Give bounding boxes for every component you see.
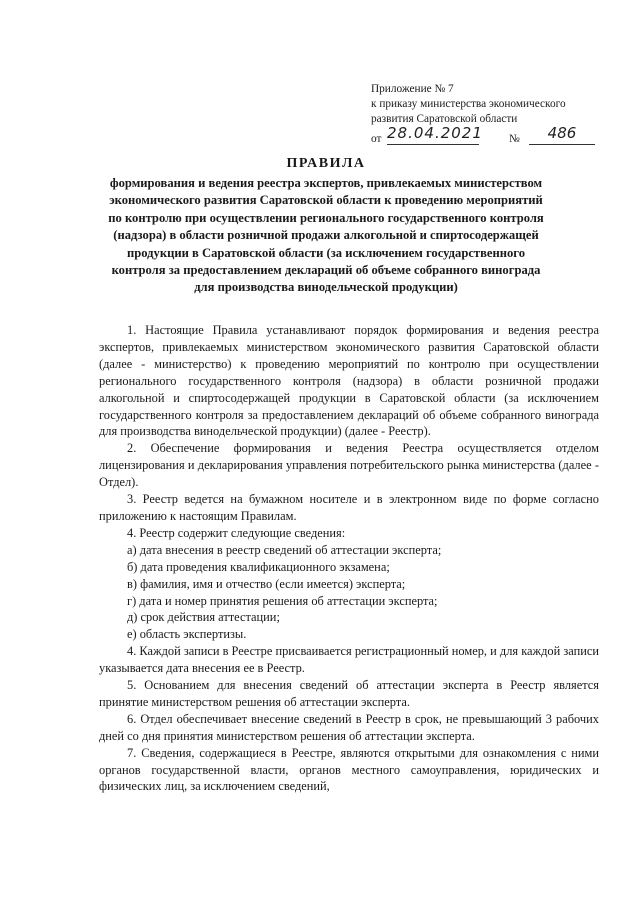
paragraph: 4. Реестр содержит следующие сведения: xyxy=(127,525,346,540)
list-item: б) дата проведения квалификационного экзамена; xyxy=(127,559,390,574)
paragraph: 5. Основанием для внесения сведений об аттестации эксперта в Реестр является принятие министерством решения об аттестации эксперта. xyxy=(99,678,599,709)
number-sign: № xyxy=(509,133,520,145)
paragraph: 1. Настоящие Правила устанавливают порядок формирования и ведения реестра экспертов, привлекаемых министерством экономического развития Саратовской области (далее - министерство) к проведению мероприятий по контролю при осуществлении регионального государственного контроля (надзора) в области розничной продажи алкогольной и спиртосодержащей продукции в Саратовской области (за исключением государственного контроля за предоставлением деклараций об объеме собранного винограда для производства винодельческой продукции) (далее - Реестр). xyxy=(99,323,599,439)
attachment-line: к приказу министерства экономического xyxy=(371,98,566,110)
from-label: от xyxy=(371,133,382,145)
paragraph: 4. Каждой записи в Реестре присваивается регистрационный номер, и для каждой записи указывается дата внесения ее в Реестр. xyxy=(99,644,599,676)
paragraph: 3. Реестр ведется на бумажном носителе и в электронном виде по форме согласно приложению к настоящим Правилам. xyxy=(99,492,599,523)
paragraph: 2. Обеспечение формирования и ведения Реестра осуществляется отделом лицензирования и декларирования управления потребительского рынка министерства (далее - Отдел). xyxy=(99,441,599,490)
attachment-line: развития Саратовской области xyxy=(371,113,518,125)
list-item: в) фамилия, имя и отчество (если имеется) эксперта; xyxy=(127,576,406,591)
list-item: д) срок действия аттестации; xyxy=(127,610,280,625)
document-title xyxy=(104,155,548,297)
attachment-line: Приложение № 7 xyxy=(371,83,454,95)
attachment-header xyxy=(371,82,611,148)
paragraph: 7. Сведения, содержащиеся в Реестре, являются открытыми для ознакомления с ними органов государственной власти, органов местного самоуправления, юридических и физических лиц, за исключением сведений, xyxy=(99,745,599,794)
list-item: е) область экспертизы. xyxy=(127,627,247,642)
handwritten-number: 486 xyxy=(529,126,595,145)
handwritten-date: 28.04.2021 xyxy=(387,126,479,145)
document-body xyxy=(99,322,599,795)
order-date-number xyxy=(371,124,611,148)
title-subtitle: формирования и ведения реестра экспертов, привлекаемых министерством экономического развития Саратовской области к проведению мероприятий по контролю при осуществлении регионального государственного контроля (надзора) в области розничной продажи алкогольной и спиртосодержащей продукции в Саратовской области (за исключением государственного контроля за предоставлением деклараций об объеме собранного винограда для производства винодельческой продукции) xyxy=(108,176,544,295)
list-item: г) дата и номер принятия решения об аттестации эксперта; xyxy=(127,593,438,608)
paragraph: 6. Отдел обеспечивает внесение сведений в Реестр в срок, не превышающий 3 рабочих дней со дня принятия министерством решения об аттестации эксперта. xyxy=(99,711,599,743)
list-item: а) дата внесения в реестр сведений об аттестации эксперта; xyxy=(127,542,442,557)
title-heading: ПРАВИЛА xyxy=(286,156,366,171)
